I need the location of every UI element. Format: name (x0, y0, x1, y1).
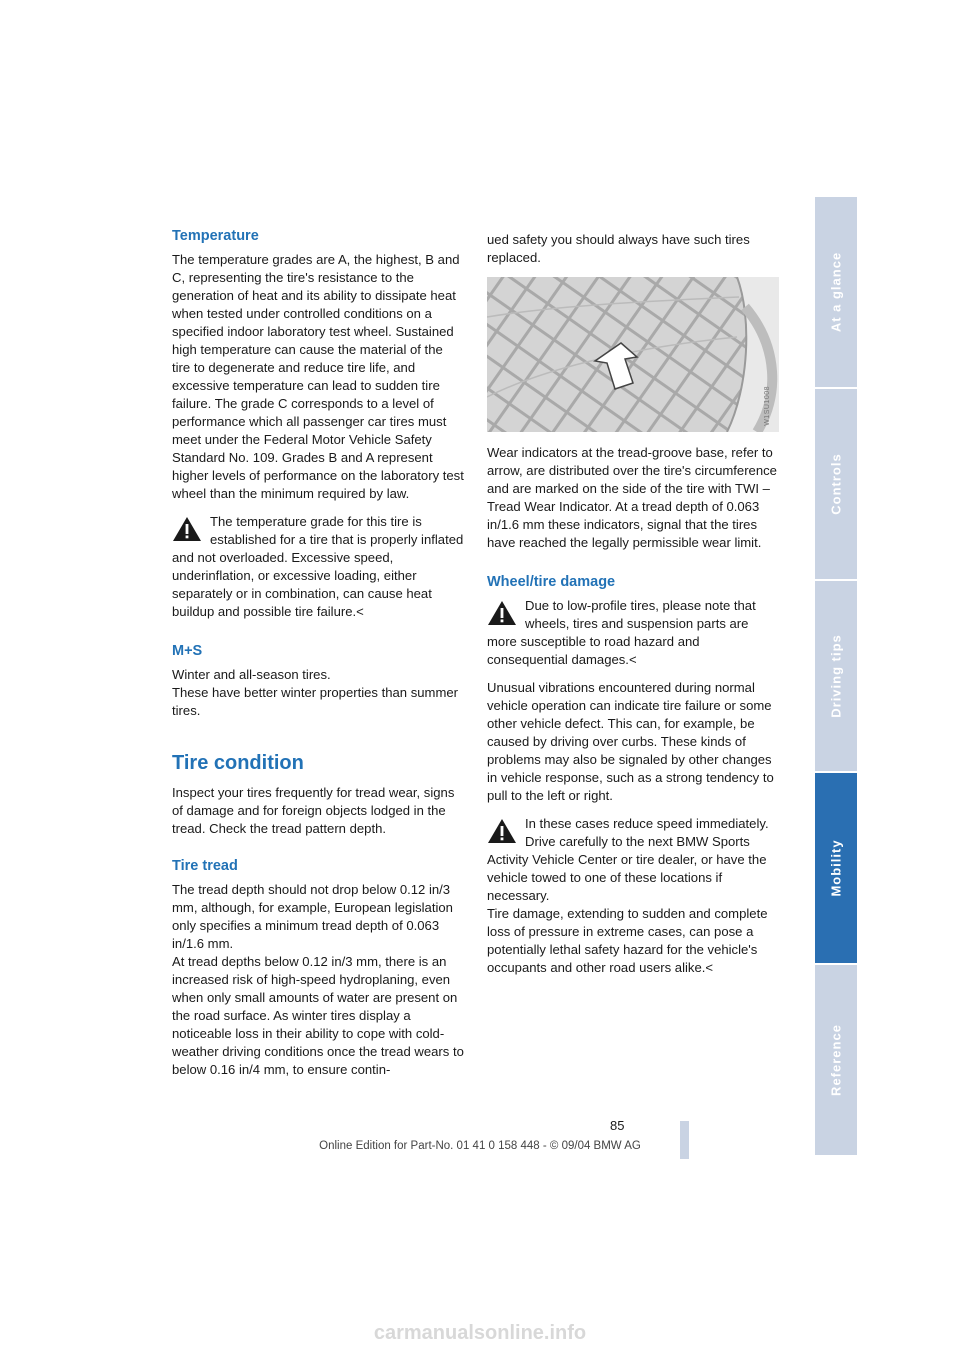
low-profile-warning-text: Due to low-profile tires, please note that wheels, tires and suspension parts are more susceptible to road hazard and consequential damages. (487, 598, 756, 667)
tab-label: At a glance (828, 251, 844, 333)
temperature-text: The temperature grades are A, the highest, B and C, representing the tire's resistance to the generation of heat and its ability to dissipate heat when tested under controlled conditions on a specified indoor laboratory test wheel. Sustained high temperature can cause the material of the tire to degenerate and reduce tire life, and excessive temperature can lead to sudden tire failure. The grade C corresponds to a level of performance which all passenger car tires must meet under the Federal Motor Vehicle Safety Standard No. 109. Grades B and A represent higher levels of performance on the laboratory test wheel than the minimum required by law. (172, 252, 464, 501)
vibration-text: Unusual vibrations encountered during normal vehicle operation can indicate tire failure or some other vehicle defect. This can, for example, be caused by driving over curbs. These kinds of problems may also be signaled by other changes in vehicle response, such as a strong tendency to pull to the left or right. (487, 680, 774, 803)
tire-illustration (487, 277, 779, 432)
page-number: 85 (610, 1118, 625, 1133)
end-mark: < (356, 604, 364, 619)
tire-condition-text: Inspect your tires frequently for tread wear, signs of damage and for foreign objects lodged in the tread. Check the tread pattern depth. (172, 785, 455, 836)
right-column (487, 226, 779, 987)
ms-heading: M+S (172, 643, 203, 659)
ms-line2: These have better winter properties than summer tires. (172, 685, 459, 718)
tab-controls[interactable] (815, 389, 857, 579)
tread-continuation: ued safety you should always have such tires replaced. (487, 232, 750, 265)
tire-tread-text1: The tread depth should not drop below 0.12 in/3 mm, although, for example, European legislation only specifies a minimum tread depth of 0.063 in/1.6 mm. (172, 882, 453, 951)
end-mark: < (628, 652, 637, 667)
tire-tread-text2: At tread depths below 0.12 in/3 mm, there is an increased risk of high-speed hydroplaning, even when only small amounts of water are present on the road surface. As winter tires display a noticeable loss in their ability to cope with cold-weather driving conditions once the tread wears to below 0.16 in/4 mm, to ensure contin- (172, 954, 464, 1077)
figure-code: W1SU1008 (764, 386, 771, 426)
warning-icon (487, 817, 517, 845)
tab-label: Mobility (828, 839, 844, 897)
end-mark: < (705, 960, 714, 975)
tire-tread-figure (487, 277, 779, 432)
tire-condition-heading: Tire condition (172, 752, 304, 774)
wear-indicator-text: Wear indicators at the tread-groove base, refer to arrow, are distributed over the tire's circumference and are marked on the side of the tire with TWI – Tread Wear Indicator. At a tread depth of 0.063 in/1.6 mm these indicators, signal that the tires have reached the legally permissible wear limit. (487, 445, 777, 550)
tab-label: Controls (828, 453, 844, 515)
chapter-tabs (815, 197, 857, 1157)
tab-mobility[interactable] (815, 773, 857, 963)
tab-at-a-glance[interactable] (815, 197, 857, 387)
tab-label: Driving tips (828, 634, 844, 718)
warning-icon (487, 599, 517, 627)
wheel-tire-damage-heading: Wheel/tire damage (487, 574, 616, 590)
tab-label: Reference (828, 1024, 844, 1096)
low-profile-warning (487, 597, 779, 669)
watermark: carmanualsonline.info (373, 1322, 587, 1344)
temperature-warning-text: The temperature grade for this tire is established for a tire that is properly inflated and not overloaded. Excessive speed, underinflation, or excessive loading, either separately or in combination, can cause heat buildup and possible tire failure. (172, 514, 464, 619)
temperature-heading: Temperature (172, 228, 259, 244)
lethal-hazard-text-body: Tire damage, extending to sudden and complete loss of pressure in extreme cases, can pose a potentially lethal safety hazard for the vehicle's occupants and other road users alike. (487, 906, 768, 975)
lethal-hazard-text (487, 905, 779, 977)
tab-reference[interactable] (815, 965, 857, 1155)
tire-tread-heading: Tire tread (172, 858, 238, 874)
temperature-warning (172, 513, 464, 621)
warning-icon (172, 515, 202, 543)
left-column (172, 226, 464, 1089)
tab-driving-tips[interactable] (815, 581, 857, 771)
footer-edition: Online Edition for Part-No. 01 41 0 158 448 - © 09/04 BMW AG (319, 1140, 641, 1152)
reduce-speed-warning-text: In these cases reduce speed immediately. Drive carefully to the next BMW Sports Activity Vehicle Center or tire dealer, or have the vehicle towed to one of these locations if necessary. (487, 816, 769, 903)
reduce-speed-warning (487, 815, 779, 905)
ms-line1: Winter and all-season tires. (172, 667, 331, 682)
